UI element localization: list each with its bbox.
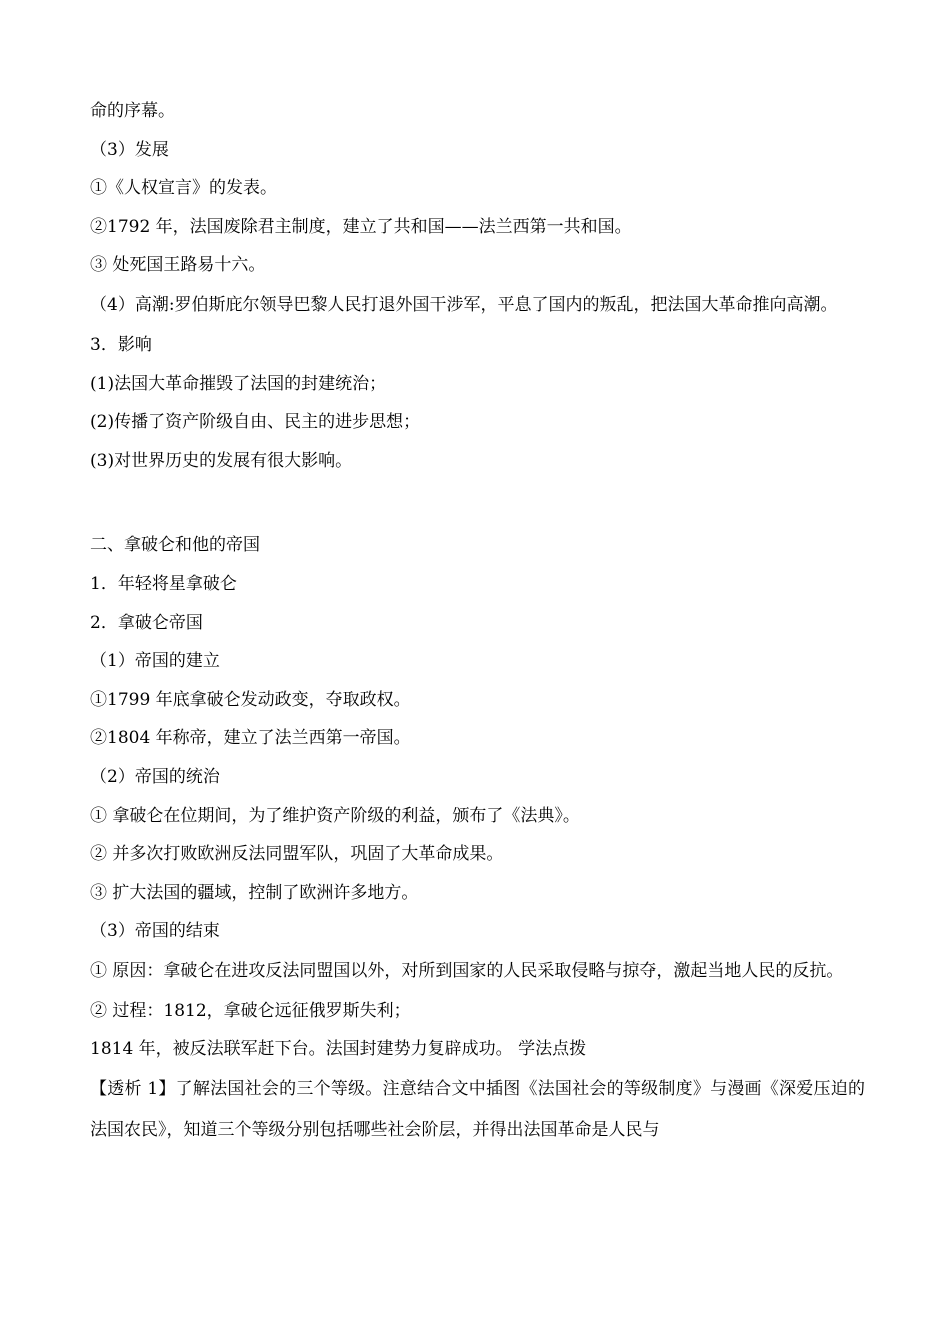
document-page xyxy=(90,92,865,1151)
subsection-heading: （1）帝国的建立 xyxy=(90,651,220,672)
section-heading: 1．年轻将星拿破仑 xyxy=(90,573,237,594)
list-item: ②1804 年称帝，建立了法兰西第一帝国。 xyxy=(90,728,411,749)
list-item: ② 过程：1812，拿破仑远征俄罗斯失利； xyxy=(90,1000,411,1021)
list-item: ① 原因：拿破仑在进攻反法同盟国以外，对所到国家的人民采取侵略与掠夺，激起当地人民的反抗。 xyxy=(90,960,844,981)
section-heading: 2．拿破仑帝国 xyxy=(90,612,203,633)
list-item: ①1799 年底拿破仑发动政变，夺取政权。 xyxy=(90,689,411,710)
subsection-paragraph: （4）高潮:罗伯斯庇尔领导巴黎人民打退外国干涉军，平息了国内的叛乱，把法国大革命推向高潮。 xyxy=(90,294,838,315)
list-item: ②1792 年，法国废除君主制度，建立了共和国——法兰西第一共和国。 xyxy=(90,216,632,237)
subsection-heading: （3）发展 xyxy=(90,139,169,160)
list-item: (1)法国大革命摧毁了法国的封建统治； xyxy=(90,373,387,394)
list-item: (2)传播了资产阶级自由、民主的进步思想； xyxy=(90,412,421,433)
text-line: 1814 年，被反法联军赶下台。法国封建势力复辟成功。 学法点拨 xyxy=(90,1039,587,1060)
section-heading: 3．影响 xyxy=(90,334,152,355)
list-item: ③ 扩大法国的疆域，控制了欧洲许多地方。 xyxy=(90,882,419,903)
chapter-heading: 二、拿破仑和他的帝国 xyxy=(90,535,260,556)
text-line: 命的序幕。 xyxy=(90,101,175,121)
list-item: ② 并多次打败欧洲反法同盟军队，巩固了大革命成果。 xyxy=(90,844,504,865)
subsection-heading: （3）帝国的结束 xyxy=(90,921,220,942)
blank-gap xyxy=(90,480,865,526)
subsection-heading: （2）帝国的统治 xyxy=(90,766,220,787)
list-item: (3)对世界历史的发展有很大影响。 xyxy=(90,450,353,471)
list-item: ③ 处死国王路易十六。 xyxy=(90,255,266,276)
analysis-paragraph: 【透析 1】了解法国社会的三个等级。注意结合文中插图《法国社会的等级制度》与漫画《深爱压迫的法国农民》，知道三个等级分别包括哪些社会阶层，并得出法国革命是人民与 xyxy=(90,1079,865,1141)
list-item: ① 拿破仑在位期间，为了维护资产阶级的利益，颁布了《法典》。 xyxy=(90,805,580,826)
list-item: ①《人权宣言》的发表。 xyxy=(90,178,277,199)
